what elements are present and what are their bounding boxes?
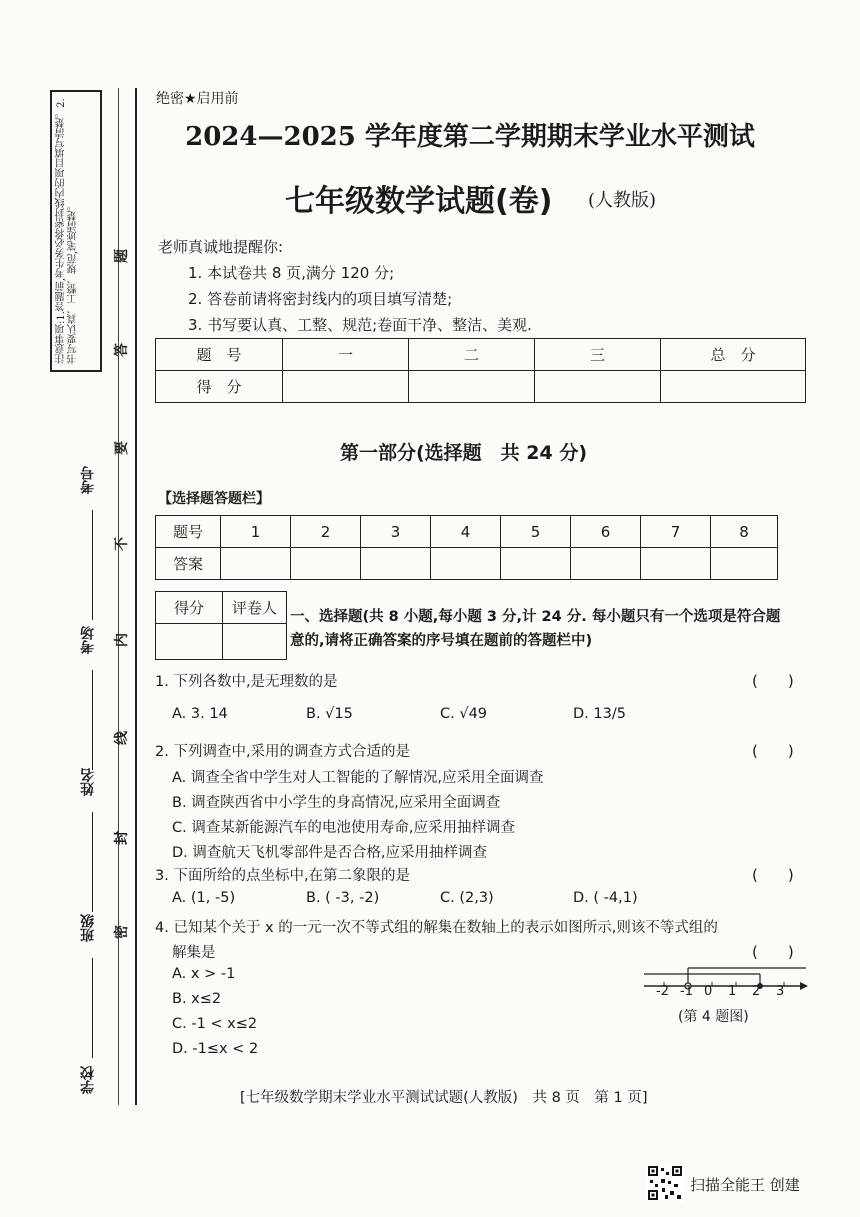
axis-tick-label: -2 [656, 984, 669, 999]
answer-header: 1 [221, 516, 291, 548]
section-intro: 一、选择题(共 8 小题,每小题 3 分,计 24 分. 每小题只有一个选项是符合题意的,请将正确答案的序号填在题前的答题栏中) [290, 609, 781, 649]
seal-line [135, 88, 137, 1105]
option: C. (2,3) [440, 890, 494, 906]
field-exam-room: 考场 [80, 626, 96, 654]
seal-char: 要 [114, 441, 130, 455]
field-exam-number: 考号 [80, 466, 96, 494]
answer-cell[interactable] [221, 548, 291, 580]
question-stem: 3. 下面所给的点坐标中,在第二象限的是 [155, 868, 411, 884]
option: D. 调查航天飞机零部件是否合格,应采用抽样调查 [172, 845, 487, 861]
answer-header: 6 [571, 516, 641, 548]
answer-paren: ( ) [752, 943, 794, 961]
option: C. -1 < x≤2 [172, 1016, 258, 1032]
field-line [92, 510, 93, 620]
seal-line-inner [118, 88, 119, 1105]
score-header: 一 [283, 339, 409, 371]
field-school: 学校 [80, 1066, 96, 1094]
answer-cell[interactable] [291, 548, 361, 580]
rule-item: 3. 书写要认真、工整、规范;卷面干净、整洁、美观. [188, 316, 532, 334]
question-stem-cont: 解集是 [172, 945, 216, 961]
option: B. √15 [306, 706, 353, 722]
answer-header: 7 [641, 516, 711, 548]
score-header: 总 分 [661, 339, 806, 371]
figure-caption: (第 4 题图) [678, 1009, 749, 1025]
exam-subtitle: 七年级数学试题(卷) [285, 184, 553, 219]
answer-paren: ( ) [752, 866, 794, 884]
field-name: 姓名 [80, 768, 96, 796]
answer-cell[interactable] [571, 548, 641, 580]
field-class: 班级 [80, 914, 96, 942]
axis-tick-label: 0 [704, 984, 713, 999]
grader-score-cell[interactable] [156, 624, 223, 660]
axis-tick-label: -1 [680, 984, 693, 999]
answer-header: 4 [431, 516, 501, 548]
rule-item: 2. 答卷前请将密封线内的项目填写清楚; [188, 290, 453, 308]
scanner-watermark: 扫描全能王 创建 [690, 1176, 800, 1194]
seal-char: 密 [114, 925, 130, 939]
option: D. ( -4,1) [573, 890, 638, 906]
answer-cell[interactable] [641, 548, 711, 580]
score-header: 二 [409, 339, 535, 371]
option: D. -1≤x < 2 [172, 1041, 259, 1057]
seal-char: 答 [114, 343, 130, 357]
axis-tick-label: 2 [752, 984, 761, 999]
page-footer: [七年级数学期末学业水平测试试题(人教版) 共 8 页 第 1 页] [240, 1090, 648, 1106]
option: B. 调查陕西省中小学生的身高情况,应采用全面调查 [172, 795, 501, 811]
question-stem: 1. 下列各数中,是无理数的是 [155, 674, 338, 690]
score-cell[interactable] [283, 371, 409, 403]
answer-header: 8 [711, 516, 778, 548]
answer-header: 3 [361, 516, 431, 548]
answer-cell[interactable] [711, 548, 778, 580]
field-line [92, 958, 93, 1058]
grader-score-label: 得分 [156, 592, 223, 624]
option: A. x > -1 [172, 966, 236, 982]
answer-cell[interactable] [501, 548, 571, 580]
answer-header: 2 [291, 516, 361, 548]
grader-label: 评卷人 [223, 592, 287, 624]
score-header: 三 [535, 339, 661, 371]
option: B. x≤2 [172, 991, 222, 1007]
option: A. 3. 14 [172, 706, 228, 722]
score-cell[interactable] [535, 371, 661, 403]
reminder-heading: 老师真诚地提醒你: [158, 238, 284, 256]
score-header: 题 号 [156, 339, 283, 371]
score-row-label: 得 分 [156, 371, 283, 403]
option: C. 调查某新能源汽车的电池使用寿命,应采用抽样调查 [172, 820, 515, 836]
seal-char: 题 [114, 249, 130, 263]
exam-title: 2024—2025 学年度第二学期期末学业水平测试 [185, 122, 755, 152]
option: C. √49 [440, 706, 488, 722]
answer-header: 5 [501, 516, 571, 548]
axis-tick-label: 3 [776, 984, 785, 999]
seal-char: 线 [114, 731, 130, 745]
field-line [92, 670, 93, 770]
option: A. 调查全省中学生对人工智能的了解情况,应采用全面调查 [172, 770, 544, 786]
seal-char: 内 [114, 633, 130, 647]
score-cell[interactable] [661, 371, 806, 403]
seal-char: 封 [114, 831, 130, 845]
grader-table [155, 591, 287, 660]
axis-tick-label: 1 [728, 984, 737, 999]
option: B. ( -3, -2) [306, 890, 380, 906]
option: D. 13/5 [573, 706, 626, 722]
grader-name-cell[interactable] [223, 624, 287, 660]
field-line [92, 812, 93, 912]
answer-cell[interactable] [431, 548, 501, 580]
score-cell[interactable] [409, 371, 535, 403]
confidential-label: 绝密★启用前 [156, 91, 239, 107]
question-stem: 4. 已知某个关于 x 的一元一次不等式组的解集在数轴上的表示如图所示,则该不等式组的 [155, 920, 718, 936]
answer-paren: ( ) [752, 672, 794, 690]
notice-text: 注意事项:1.答题前,考生务必将密封线内的项目填写清楚。2.书写要认真、工整、规范,笔迹清楚。 [56, 98, 79, 364]
answer-paren: ( ) [752, 742, 794, 760]
answer-cell[interactable] [361, 548, 431, 580]
qr-code-icon [646, 1164, 684, 1202]
answer-bar-label: 【选择题答题栏】 [158, 491, 270, 507]
question-stem: 2. 下列调查中,采用的调查方式合适的是 [155, 744, 411, 760]
score-table [155, 338, 806, 403]
edition-label: (人教版) [588, 190, 657, 211]
option: A. (1, -5) [172, 890, 236, 906]
answer-header: 题号 [156, 516, 221, 548]
part-title: 第一部分(选择题 共 24 分) [340, 442, 588, 464]
answer-table [155, 515, 778, 580]
answer-row-label: 答案 [156, 548, 221, 580]
seal-char: 不 [114, 537, 130, 551]
rule-item: 1. 本试卷共 8 页,满分 120 分; [188, 264, 395, 282]
